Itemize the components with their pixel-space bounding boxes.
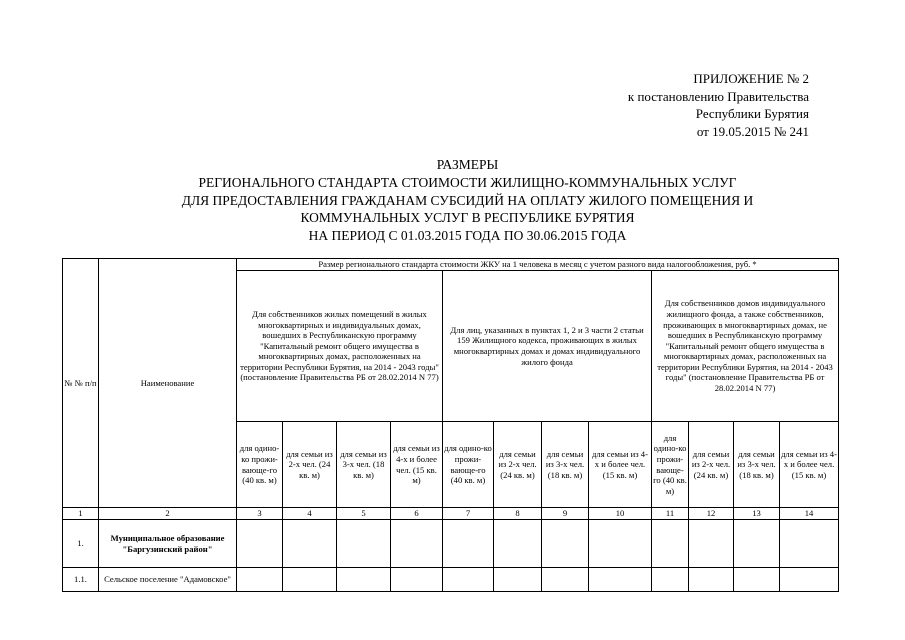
value-cell [443, 568, 494, 592]
value-cell [589, 568, 652, 592]
title-line: КОММУНАЛЬНЫХ УСЛУГ В РЕСПУБЛИКЕ БУРЯТИЯ [300, 210, 635, 226]
value-cell [391, 520, 443, 568]
subheader-cell: для семьи из 2-х чел. (24 кв. м) [283, 422, 337, 508]
value-cell [652, 568, 689, 592]
column-number: 2 [99, 508, 237, 520]
appendix-line: Республики Бурятия [695, 106, 809, 121]
header-group-2: Для лиц, указанных в пунктах 1, 2 и 3 части 2 статьи 159 Жилищного кодекса, проживающих в жилых многоквартирных домах и домах индивидуального жилого фонда [443, 271, 652, 422]
column-number: 4 [283, 508, 337, 520]
value-cell [780, 568, 839, 592]
subheader-cell: для семьи из 4-х и более чел. (15 кв. м) [589, 422, 652, 508]
subheader-cell: для семьи из 4-х и более чел. (15 кв. м) [780, 422, 839, 508]
value-cell [494, 568, 542, 592]
subheader-cell: для семьи из 3-х чел. (18 кв. м) [542, 422, 589, 508]
appendix-line: ПРИЛОЖЕНИЕ № 2 [693, 71, 809, 86]
value-cell [734, 568, 780, 592]
value-cell [652, 520, 689, 568]
value-cell [237, 568, 283, 592]
subheader-cell: для одино-ко прожи-вающе-го (40 кв. м) [652, 422, 689, 508]
subheader-cell: для семьи из 4-х и более чел. (15 кв. м) [391, 422, 443, 508]
column-number: 14 [780, 508, 839, 520]
title-line: РАЗМЕРЫ [436, 157, 499, 172]
column-number: 9 [542, 508, 589, 520]
value-cell [283, 520, 337, 568]
row-number: 1. [63, 520, 99, 568]
value-cell [391, 568, 443, 592]
value-cell [237, 520, 283, 568]
value-cell [542, 568, 589, 592]
row-name: Сельское поселение "Адамовское" [99, 568, 237, 592]
value-cell [337, 568, 391, 592]
appendix-block [628, 70, 809, 140]
header-group-3: Для собственников домов индивидуального жилищного фонда, а также собственников, проживающих в многоквартирных домах, не вошедших в Республиканскую программу "Капитальный ремонт общего имущества в многоквартирных домах, расположенных на территории Республики Бурятия, на 2014 - 2043 годы" (постановление Правительства РБ от 28.02.2014 N 77) [652, 271, 839, 422]
subheader-cell: для одино-ко прожи-вающе-го (40 кв. м) [443, 422, 494, 508]
row-number: 1.1. [63, 568, 99, 592]
value-cell [337, 520, 391, 568]
standards-table [62, 258, 839, 592]
table-row [63, 520, 839, 568]
appendix-line: к постановлению Правительства [627, 88, 809, 104]
value-cell [283, 568, 337, 592]
column-number: 1 [63, 508, 99, 520]
value-cell [443, 520, 494, 568]
column-number: 8 [494, 508, 542, 520]
document-title [100, 156, 835, 245]
column-number: 11 [652, 508, 689, 520]
appendix-line: от 19.05.2015 № 241 [696, 123, 809, 139]
column-number: 7 [443, 508, 494, 520]
subheader-cell: для семьи из 2-х чел. (24 кв. м) [494, 422, 542, 508]
column-number: 3 [237, 508, 283, 520]
value-cell [494, 520, 542, 568]
subheader-cell: для семьи из 3-х чел. (18 кв. м) [337, 422, 391, 508]
value-cell [542, 520, 589, 568]
column-number: 12 [689, 508, 734, 520]
row-name: Муниципальное образование "Баргузинский район" [99, 520, 237, 568]
header-np: № № п/п [63, 259, 99, 508]
value-cell [589, 520, 652, 568]
header-name: Наименование [99, 259, 237, 508]
title-line: НА ПЕРИОД С 01.03.2015 ГОДА ПО 30.06.2015 ГОДА [308, 228, 627, 244]
column-number: 13 [734, 508, 780, 520]
header-group-1: Для собственников жилых помещений в жилых многоквартирных и индивидуальных домах, вошедших в Республиканскую программу "Капитальный ремонт общего имущества в многоквартирных домах, расположенных на территории Республики Бурятия, на 2014 - 2043 годы" (постановление Правительства РБ от 28.02.2014 N 77) [237, 271, 443, 422]
title-line: РЕГИОНАЛЬНОГО СТАНДАРТА СТОИМОСТИ ЖИЛИЩНО-КОММУНАЛЬНЫХ УСЛУГ [198, 174, 737, 190]
value-cell [689, 568, 734, 592]
title-line: ДЛЯ ПРЕДОСТАВЛЕНИЯ ГРАЖДАНАМ СУБСИДИЙ НА ОПЛАТУ ЖИЛОГО ПОМЕЩЕНИЯ И [181, 192, 754, 208]
column-number: 10 [589, 508, 652, 520]
table-row [63, 568, 839, 592]
subheader-cell: для семьи из 3-х чел. (18 кв. м) [734, 422, 780, 508]
value-cell [780, 520, 839, 568]
header-top: Размер регионального стандарта стоимости ЖКУ на 1 человека в месяц с учетом разного вида налогообложения, руб. * [237, 259, 839, 271]
subheader-cell: для семьи из 2-х чел. (24 кв. м) [689, 422, 734, 508]
value-cell [734, 520, 780, 568]
subheader-cell: для одино-ко прожи-вающе-го (40 кв. м) [237, 422, 283, 508]
column-number: 5 [337, 508, 391, 520]
value-cell [689, 520, 734, 568]
column-number: 6 [391, 508, 443, 520]
